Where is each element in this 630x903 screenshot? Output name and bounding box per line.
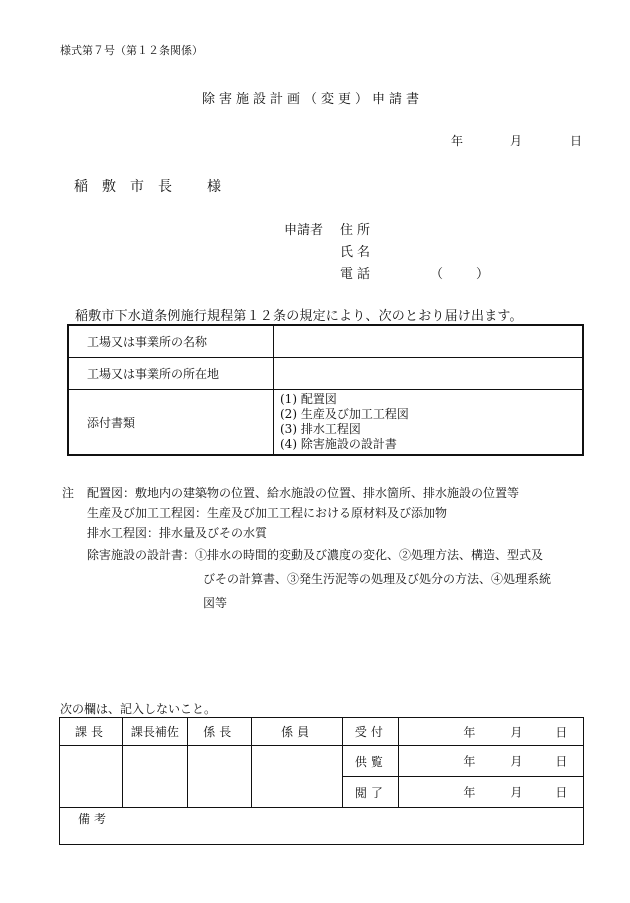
name-label: 氏名 xyxy=(340,245,375,260)
note-item: 生産及び加工工程図：生産及び加工工程における原材料及び添加物 xyxy=(87,506,448,520)
phone-paren-close: ） xyxy=(476,267,490,282)
note-continuation: びその計算書、③発生汚泥等の処理及び処分の方法、④処理系統 xyxy=(203,572,552,586)
header-unit-chief: 係長 xyxy=(187,718,251,746)
applicant-label: 申請者 xyxy=(284,223,324,238)
seal-box-deputy-chief xyxy=(122,746,187,808)
note-item: 配置図：敷地内の建築物の位置、給水施設の位置、排水箇所、排水施設の位置等 xyxy=(87,486,520,500)
address-label: 住所 xyxy=(340,223,375,238)
office-use-caption: 次の欄は、記入しないこと。 xyxy=(60,702,217,716)
seal-box-section-chief xyxy=(60,746,123,808)
notes-prefix: 注 xyxy=(62,486,75,500)
date-day: 日 xyxy=(570,134,583,148)
date-month: 月 xyxy=(510,134,523,148)
table-row xyxy=(68,358,583,390)
table-row xyxy=(60,808,584,845)
attachments-label: 添付書類 xyxy=(68,390,274,456)
office-use-table xyxy=(59,717,584,845)
stamp-date-circulated: 年 月 日 xyxy=(399,746,584,777)
facility-name-label: 工場又は事業所の名称 xyxy=(68,325,274,358)
header-staff: 係員 xyxy=(251,718,343,746)
addressee-name: 稲敷市長 xyxy=(74,179,186,195)
page-title: 除害施設計画（変更）申請書 xyxy=(202,92,424,107)
attachments-list xyxy=(274,390,584,456)
facility-info-table xyxy=(67,324,584,456)
stamp-label-reviewed: 閲了 xyxy=(343,777,399,808)
table-row xyxy=(68,390,583,456)
note-item: 排水工程図：排水量及びその水質 xyxy=(87,526,268,540)
remarks-label: 備考 xyxy=(60,808,584,845)
seal-box-staff xyxy=(251,746,343,808)
stamp-label-received: 受付 xyxy=(343,718,399,746)
seal-box-unit-chief xyxy=(187,746,251,808)
stamp-label-circulated: 供覧 xyxy=(343,746,399,777)
table-row xyxy=(68,325,583,358)
date-year: 年 xyxy=(451,134,464,148)
attachment-item: (4) 除害施設の設計書 xyxy=(280,437,397,451)
attachment-item: (2) 生産及び加工工程図 xyxy=(280,407,409,421)
header-deputy-chief: 課長補佐 xyxy=(122,718,187,746)
facility-name-field[interactable] xyxy=(274,325,584,358)
header-section-chief: 課長 xyxy=(60,718,123,746)
attachment-item: (1) 配置図 xyxy=(280,392,337,406)
form-number: 様式第７号（第１２条関係） xyxy=(60,44,203,57)
phone-paren-open: （ xyxy=(430,267,444,282)
stamp-date-reviewed: 年 月 日 xyxy=(399,777,584,808)
attachment-item: (3) 排水工程図 xyxy=(280,422,361,436)
note-item: 除害施設の設計書：①排水の時間的変動及び濃度の変化、②処理方法、構造、型式及 xyxy=(87,548,544,562)
table-row xyxy=(60,718,584,746)
note-continuation: 図等 xyxy=(203,596,228,610)
table-row xyxy=(60,746,584,777)
stamp-date-received: 年 月 日 xyxy=(399,718,584,746)
facility-address-label: 工場又は事業所の所在地 xyxy=(68,358,274,390)
addressee-honorific: 様 xyxy=(207,179,221,195)
statement: 稲敷市下水道条例施行規程第１２条の規定により、次のとおり届け出ます。 xyxy=(75,309,523,324)
facility-address-field[interactable] xyxy=(274,358,584,390)
phone-label: 電話 xyxy=(340,267,375,282)
